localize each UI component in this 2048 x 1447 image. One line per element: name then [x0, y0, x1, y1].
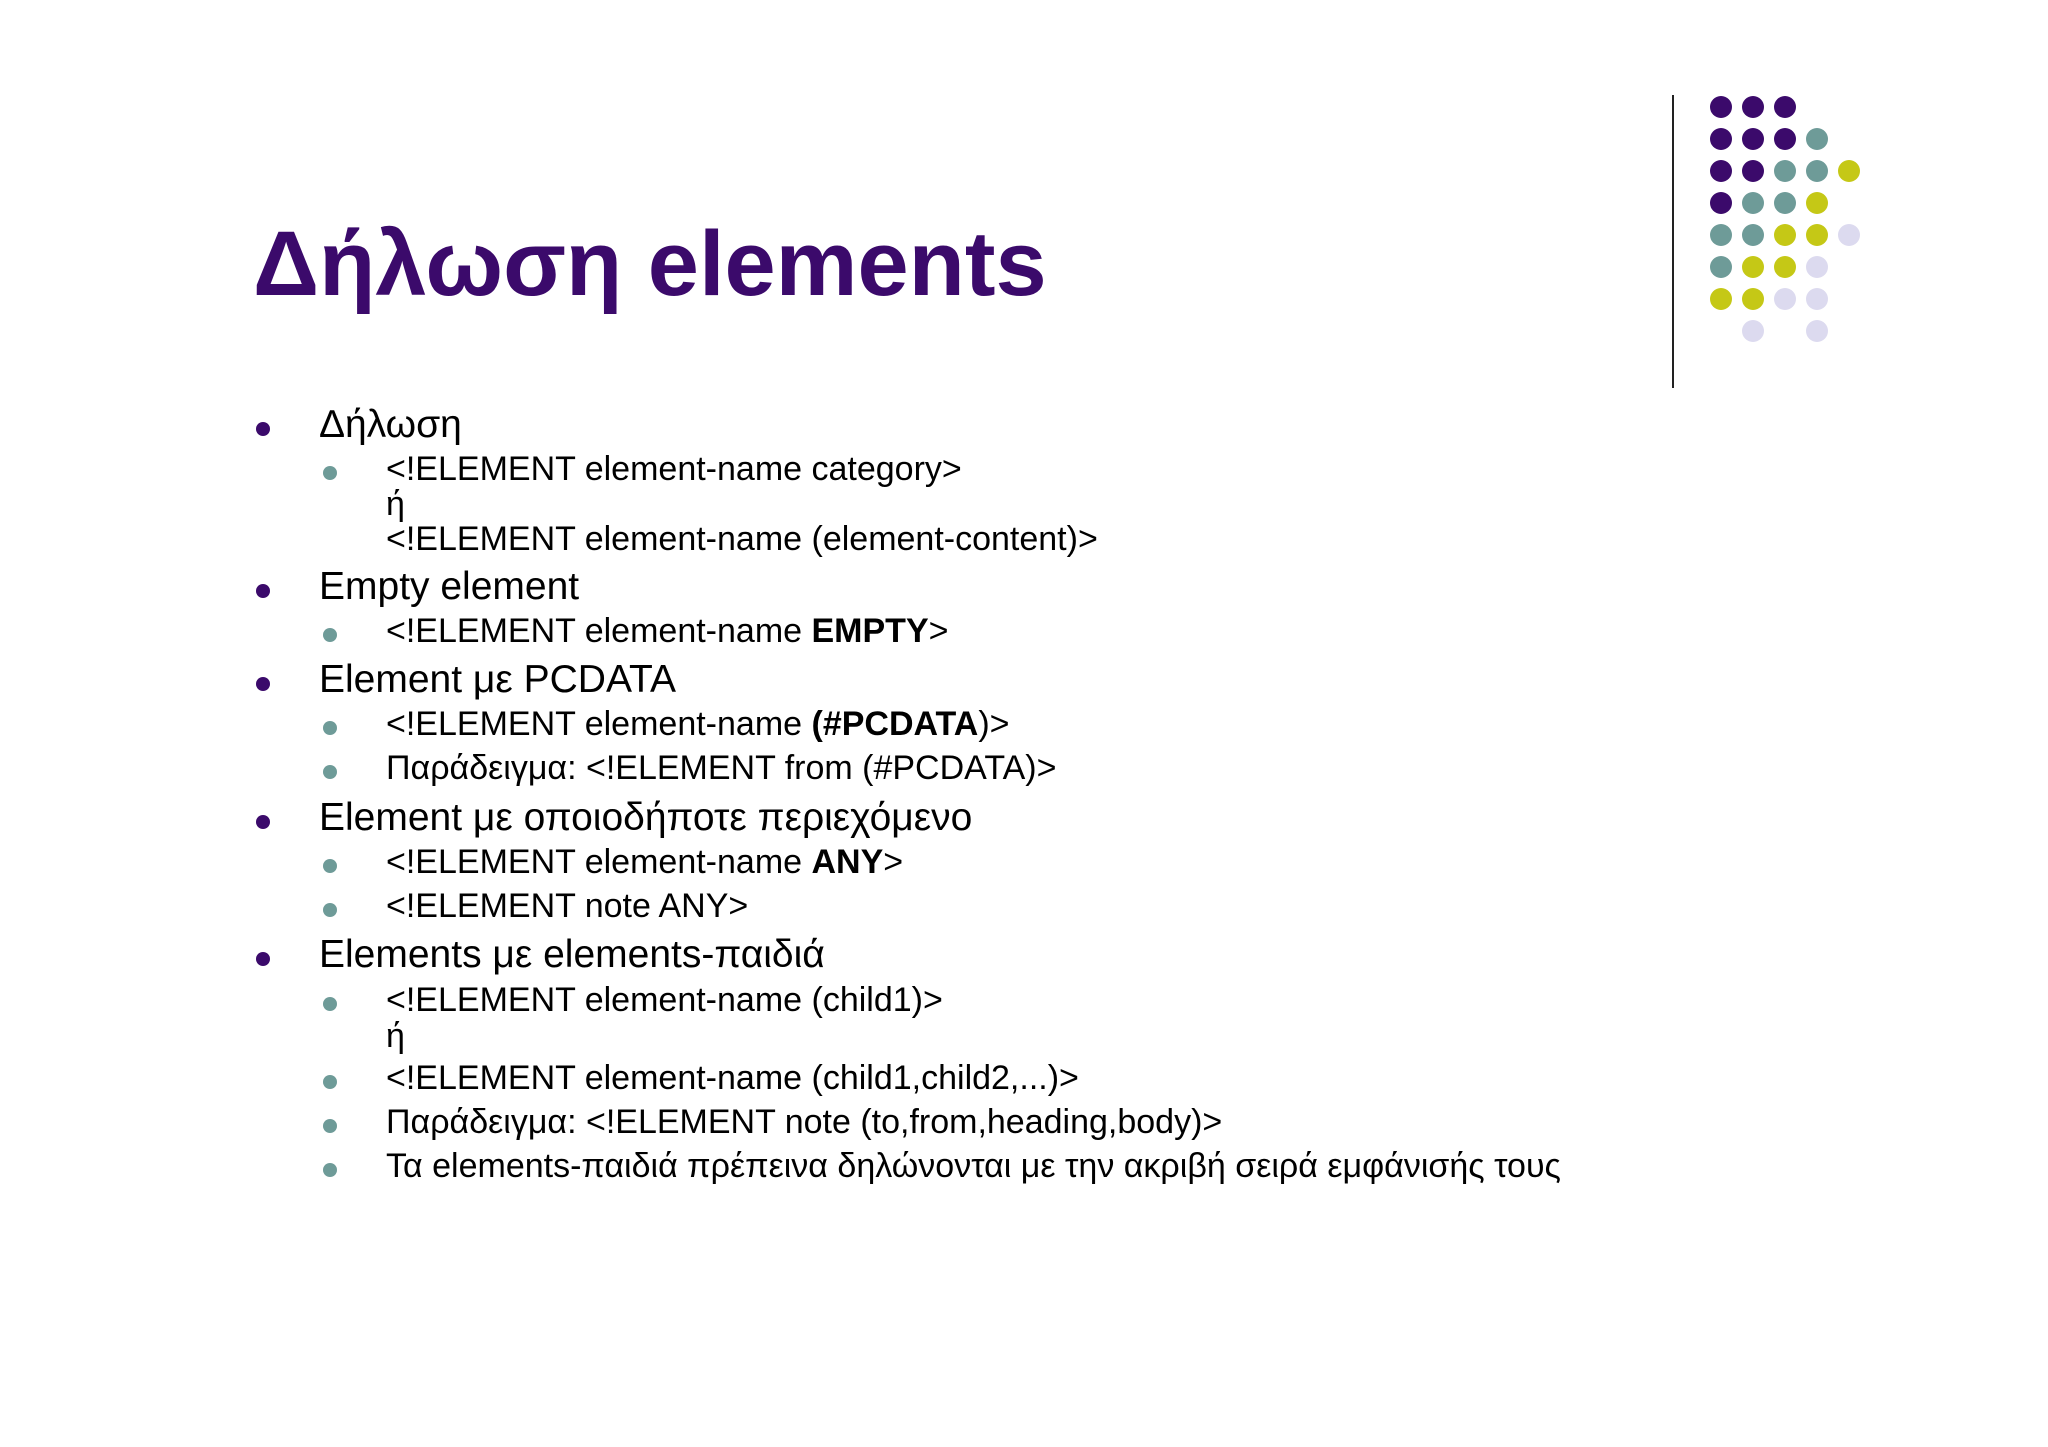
sub-bullet: <!ELEMENT note ANY>: [386, 887, 749, 925]
bullet-heading: Element με PCDATA: [319, 658, 676, 701]
title-divider: [1672, 95, 1674, 388]
decor-dot: [1806, 160, 1828, 182]
decor-dot: [1710, 160, 1732, 182]
sub-bullet: Τα elements-παιδιά πρέπεινα δηλώνονται με την ακριβή σειρά εμφάνισής τους: [386, 1147, 1561, 1185]
decor-dot: [1710, 256, 1732, 278]
keyword-any: ANY: [811, 843, 884, 881]
sub-bullet-continuation: ή: [386, 485, 405, 523]
decor-dot: [1774, 96, 1796, 118]
sub-bullet: [386, 705, 1010, 743]
decor-dot: [1710, 128, 1732, 150]
keyword-empty: EMPTY: [811, 612, 929, 650]
slide-title: Δήλωση elements: [253, 213, 1047, 315]
decor-dot: [1710, 224, 1732, 246]
decor-dot: [1806, 288, 1828, 310]
sub-bullet-text: >: [928, 612, 949, 650]
decor-dot: [1774, 192, 1796, 214]
sub-bullet-continuation: <!ELEMENT element-name (element-content)>: [386, 520, 1098, 558]
bullet-heading: Element με οποιοδήποτε περιεχόμενο: [319, 796, 973, 839]
keyword-pcdata: (#PCDATA: [811, 705, 979, 743]
decor-dot: [1710, 192, 1732, 214]
decor-dot: [1774, 256, 1796, 278]
sub-bullet: Παράδειγμα: <!ELEMENT note (to,from,heading,body)>: [386, 1103, 1223, 1141]
decor-dot: [1742, 288, 1764, 310]
decor-dot: [1806, 224, 1828, 246]
decor-dot: [1742, 320, 1764, 342]
decor-dot: [1742, 256, 1764, 278]
sub-bullet-text: >: [883, 843, 904, 881]
sub-bullet-text: <!ELEMENT element-name: [386, 705, 812, 743]
sub-bullet: [386, 612, 948, 650]
decor-dot: [1838, 160, 1860, 182]
decor-dot: [1710, 288, 1732, 310]
decor-dot: [1742, 160, 1764, 182]
bullet-heading: Elements με elements-παιδιά: [319, 933, 825, 976]
decor-dot: [1774, 128, 1796, 150]
decor-dot: [1774, 224, 1796, 246]
sub-bullet-text: <!ELEMENT element-name: [386, 612, 812, 650]
decor-dot: [1742, 96, 1764, 118]
decor-dot: [1742, 224, 1764, 246]
decor-dot: [1806, 192, 1828, 214]
decor-dot: [1806, 128, 1828, 150]
decor-dot: [1806, 256, 1828, 278]
decor-dot: [1774, 160, 1796, 182]
decor-dot: [1838, 224, 1860, 246]
sub-bullet: Παράδειγμα: <!ELEMENT from (#PCDATA)>: [386, 749, 1057, 787]
decor-dot: [1806, 320, 1828, 342]
sub-bullet: <!ELEMENT element-name (child1)>: [386, 981, 943, 1019]
decor-dot: [1742, 128, 1764, 150]
sub-bullet-continuation: ή: [386, 1017, 405, 1055]
sub-bullet: [386, 843, 903, 881]
decor-dot: [1710, 96, 1732, 118]
sub-bullet: <!ELEMENT element-name category>: [386, 450, 962, 488]
sub-bullet-text: <!ELEMENT element-name: [386, 843, 812, 881]
decorative-dot-grid: [0, 0, 2048, 400]
bullet-heading: Empty element: [319, 565, 580, 608]
decor-dot: [1774, 288, 1796, 310]
sub-bullet: <!ELEMENT element-name (child1,child2,...)>: [386, 1059, 1079, 1097]
bullet-heading: Δήλωση: [319, 403, 462, 446]
sub-bullet-text: )>: [978, 705, 1010, 743]
decor-dot: [1742, 192, 1764, 214]
